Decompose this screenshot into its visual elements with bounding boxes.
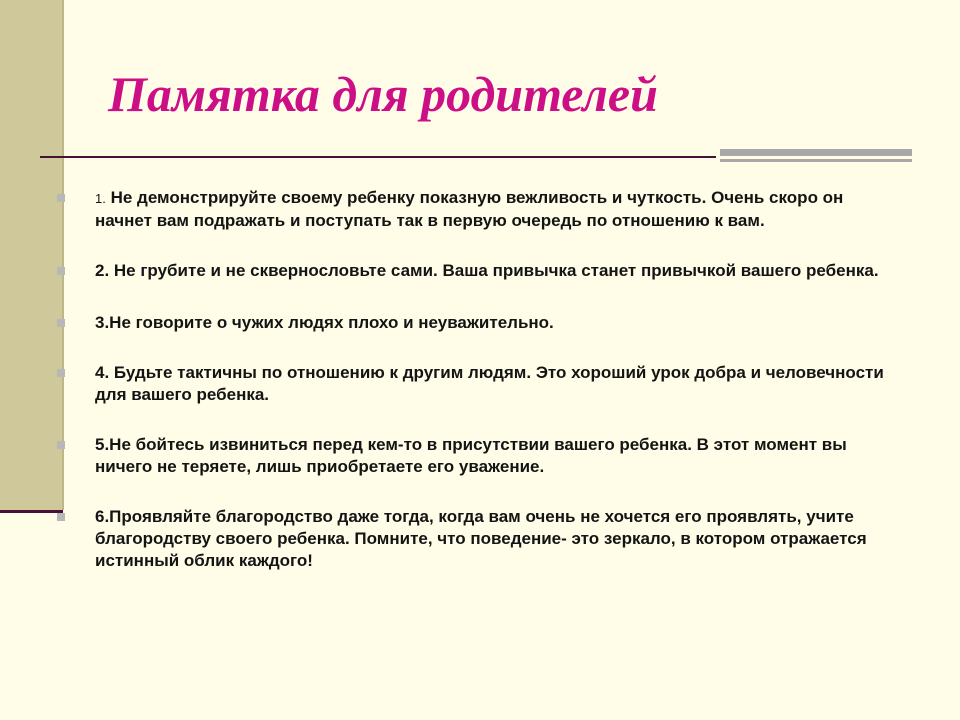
square-bullet-icon	[57, 267, 65, 275]
title-divider-accent-line	[720, 159, 912, 162]
list-item	[57, 260, 897, 282]
square-bullet-icon	[57, 194, 65, 202]
item-text: 4. Будьте тактичны по отношению к другим людям. Это хороший урок добра и человечности для вашего ребенка.	[95, 363, 884, 404]
square-bullet-icon	[57, 319, 65, 327]
list-item	[57, 312, 897, 334]
title-divider	[40, 156, 716, 158]
item-text: 5.Не бойтесь извиниться перед кем-то в присутствии вашего ребенка. В этот момент вы ничего не теряете, лишь приобретаете его уважение.	[95, 435, 847, 476]
item-number: 1.	[95, 191, 106, 206]
list-item	[57, 187, 897, 232]
square-bullet-icon	[57, 441, 65, 449]
item-text: 2. Не грубите и не сквернословьте сами. Ваша привычка станет привычкой вашего ребенка.	[95, 261, 879, 280]
list-item	[57, 362, 897, 406]
side-decoration-band	[0, 0, 63, 512]
item-text: Не демонстрируйте своему ребенку показную вежливость и чуткость. Очень скоро он начнет вам подражать и поступать так в первую очередь по отношению к вам.	[95, 188, 844, 230]
advice-list	[57, 187, 897, 572]
slide-title: Памятка для родителей	[108, 66, 658, 122]
square-bullet-icon	[57, 513, 65, 521]
item-text: 6.Проявляйте благородство даже тогда, когда вам очень не хочется его проявлять, учите благородству своего ребенка. Помните, что поведение- это зеркало, в котором отражается истинный облик каждого!	[95, 507, 867, 570]
side-band-underline	[0, 510, 63, 513]
list-item	[57, 434, 897, 478]
title-divider-accent	[720, 149, 912, 156]
item-text: 3.Не говорите о чужих людях плохо и неуважительно.	[95, 313, 554, 332]
square-bullet-icon	[57, 369, 65, 377]
list-item	[57, 506, 897, 572]
